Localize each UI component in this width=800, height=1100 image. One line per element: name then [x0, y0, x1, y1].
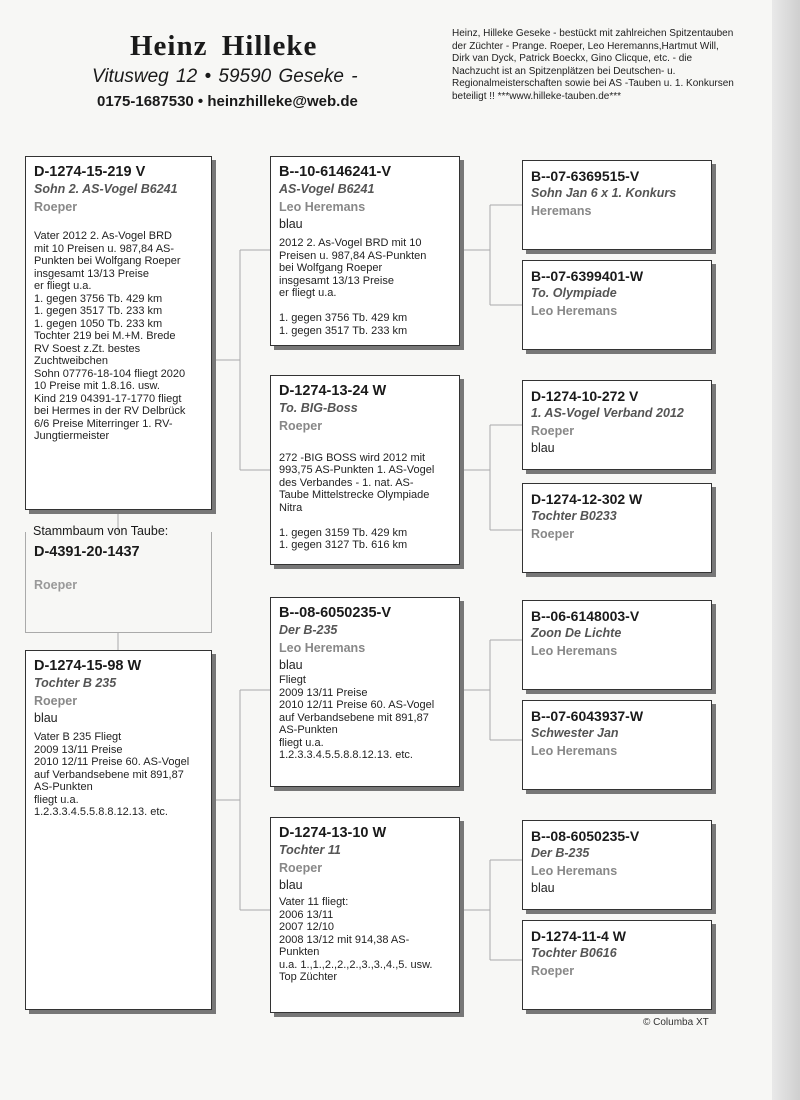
mother-card	[25, 650, 212, 1010]
ff-ring: B--10-6146241-V	[279, 164, 392, 180]
breeder-name: Heinz Hilleke	[130, 30, 318, 62]
mmm-ring: D-1274-11-4 W	[531, 928, 626, 944]
mf-description: Fliegt 2009 13/11 Preise 2010 12/11 Preise 60. AS-Vogel auf Verbandsebene mit 891,87 AS-Punkten fliegt u.a. 1.2.3.3.4.5.5.8.8.12.13. etc.	[279, 674, 435, 761]
breeder-address: Vitusweg 12 • 59590 Geseke -	[92, 66, 358, 87]
ff-title: AS-Vogel B6241	[279, 182, 375, 196]
ff-card	[270, 156, 460, 346]
fm-ring: D-1274-13-24 W	[279, 383, 387, 399]
mff-title: Zoon De Lichte	[531, 626, 622, 640]
mm-card	[270, 817, 460, 1013]
mm-title: Tochter 11	[279, 843, 341, 857]
mff-ring: B--06-6148003-V	[531, 608, 640, 624]
father-breeder: Roeper	[34, 200, 78, 214]
mfm-title: Schwester Jan	[531, 726, 619, 740]
mother-ring: D-1274-15-98 W	[34, 658, 142, 674]
ffm-title: To. Olympiade	[531, 286, 617, 300]
mmf-title: Der B-235	[531, 846, 590, 860]
mf-ring: B--08-6050235-V	[279, 605, 392, 621]
software-credit: © Columba XT	[643, 1017, 709, 1028]
fmf-color: blau	[531, 441, 555, 455]
father-ring: D-1274-15-219 V	[34, 164, 146, 180]
father-card	[25, 156, 212, 510]
ff-description: 2012 2. As-Vogel BRD mit 10 Preisen u. 987,84 AS-Punkten bei Wolfgang Roeper insgesamt 13/13 Preise er fliegt u.a. 1. gegen 3756 Tb. 429 km 1. gegen 3517 Tb. 233 km	[279, 237, 427, 337]
fmm-title: Tochter B0233	[531, 509, 617, 523]
breeder-note: Heinz, Hilleke Geseke - bestückt mit zahlreichen Spitzentauben der Züchter - Prange. Roeper, Leo Heremanns,Hartmut Will, Dirk van Dyck, Patrick Boeckx, Gino Clicque, etc. - die Nachzucht ist an Spitzenplätzen bei Deutschen- u. Regionalmeisterschaften sowie bei AS -Tauben u. 1. Konkursen beteiligt !! ***www.hilleke-tauben.de***	[452, 28, 734, 102]
mff-card	[522, 600, 712, 690]
fm-card	[270, 375, 460, 565]
mfm-ring: B--07-6043937-W	[531, 708, 644, 724]
ffm-breeder: Leo Heremans	[531, 304, 618, 318]
mff-breeder: Leo Heremans	[531, 644, 618, 658]
ffm-card	[522, 260, 712, 350]
mmf-ring: B--08-6050235-V	[531, 828, 640, 844]
fmf-title: 1. AS-Vogel Verband 2012	[531, 406, 684, 420]
subject-card	[25, 532, 212, 633]
fff-title: Sohn Jan 6 x 1. Konkurs	[531, 186, 677, 200]
mmm-breeder: Roeper	[531, 964, 575, 978]
mmf-breeder: Leo Heremans	[531, 864, 618, 878]
mfm-breeder: Leo Heremans	[531, 744, 618, 758]
fff-ring: B--07-6369515-V	[531, 168, 640, 184]
mmm-card	[522, 920, 712, 1010]
fmm-breeder: Roeper	[531, 527, 575, 541]
ff-breeder: Leo Heremans	[279, 200, 366, 214]
fmf-card	[522, 380, 712, 470]
breeder-contact: 0175-1687530 • heinzhilleke@web.de	[97, 93, 358, 110]
ffm-ring: B--07-6399401-W	[531, 268, 644, 284]
fff-breeder: Heremans	[531, 204, 592, 218]
mmm-title: Tochter B0616	[531, 946, 617, 960]
subject-breeder: Roeper	[34, 578, 78, 592]
mmf-card	[522, 820, 712, 910]
mm-breeder: Roeper	[279, 861, 323, 875]
fm-breeder: Roeper	[279, 419, 323, 433]
mf-card	[270, 597, 460, 787]
fmm-card	[522, 483, 712, 573]
mm-color: blau	[279, 878, 303, 892]
mfm-card	[522, 700, 712, 790]
fm-description: 272 -BIG BOSS wird 2012 mit 993,75 AS-Punkten 1. AS-Vogel des Verbandes - 1. nat. AS- Taube Mittelstrecke Olympiade Nitra 1. gegen 3159 Tb. 429 km 1. gegen 3127 Tb. 616 km	[279, 451, 435, 551]
mf-breeder: Leo Heremans	[279, 641, 366, 655]
mm-description: Vater 11 fliegt: 2006 13/11 2007 12/10 2008 13/12 mit 914,38 AS- Punkten u.a. 1.,1.,2.,2.,2.,3.,3.,4.,5. usw. Top Züchter	[279, 896, 433, 983]
father-title: Sohn 2. AS-Vogel B6241	[34, 182, 178, 196]
fm-title: To. BIG-Boss	[279, 401, 358, 415]
mother-description: Vater B 235 Fliegt 2009 13/11 Preise 2010 12/11 Preise 60. AS-Vogel auf Verbandsebene mit 891,87 AS-Punkten fliegt u.a. 1.2.3.3.4.5.5.8.8.12.13. etc.	[34, 731, 190, 818]
mother-title: Tochter B 235	[34, 676, 117, 690]
fmm-ring: D-1274-12-302 W	[531, 491, 643, 507]
ff-color: blau	[279, 217, 303, 231]
subject-ring: D-4391-20-1437	[34, 544, 140, 560]
mother-breeder: Roeper	[34, 694, 78, 708]
fff-card	[522, 160, 712, 250]
father-description: Vater 2012 2. As-Vogel BRD mit 10 Preisen u. 987,84 AS- Punkten bei Wolfgang Roeper insgesamt 13/13 Preise er fliegt u.a. 1. gegen 3756 Tb. 429 km 1. gegen 3517 Tb. 233 km 1. gegen 1050 Tb. 233 km Tochter 219 bei M.+M. Brede RV Soest z.Zt. bestes Zuchtweibchen Sohn 07776-18-104 fliegt 2020 10 Preise mit 1.8.16. usw. Kind 219 04391-17-1770 fliegt bei Hermes in der RV Delbrück 6/6 Preise Miterringer 1. RV- Jungtiermeister	[34, 230, 186, 442]
mmf-color: blau	[531, 881, 555, 895]
pedigree-label: Stammbaum von Taube:	[33, 524, 169, 538]
mf-color: blau	[279, 658, 303, 672]
mm-ring: D-1274-13-10 W	[279, 825, 387, 841]
mf-title: Der B-235	[279, 623, 338, 637]
mother-color: blau	[34, 711, 58, 725]
fmf-breeder: Roeper	[531, 424, 575, 438]
fmf-ring: D-1274-10-272 V	[531, 388, 639, 404]
